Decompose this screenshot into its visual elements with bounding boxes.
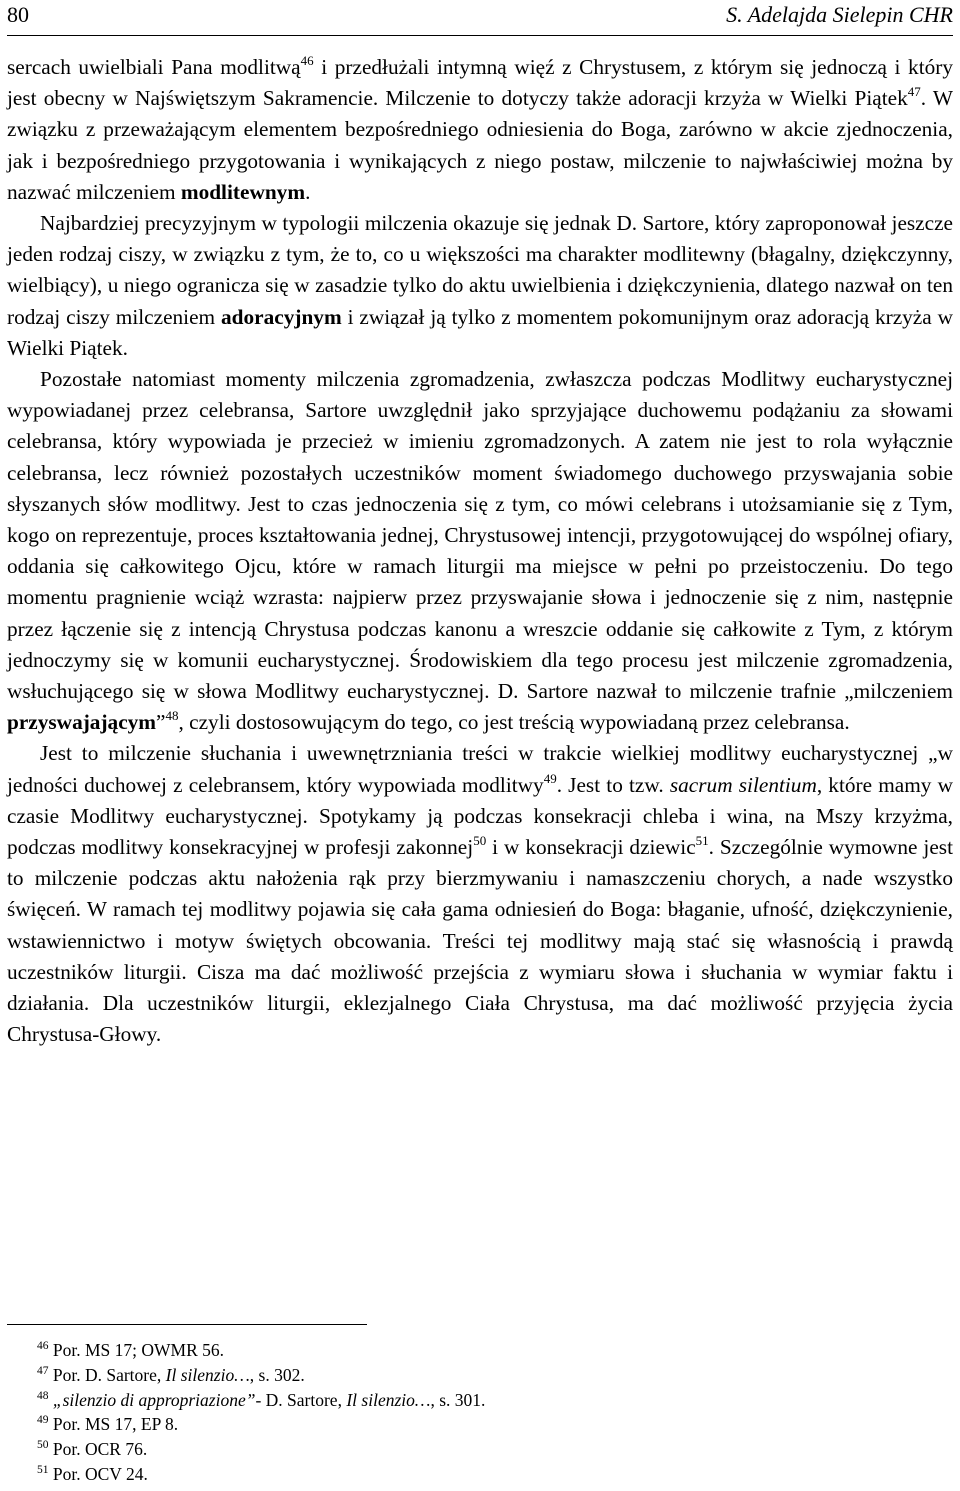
footnote-ref-49[interactable]: 49 [543,770,557,786]
text-run: sercach uwielbiali Pana modlitwą [7,55,301,79]
footnote-italic: „silenzio di appropriazione” [48,1389,256,1410]
text-run: , które mamy w czasie Modlitwy eucharystycznej. Spotykamy ją podczas konsekracji chleba i wina, na Mszy krzyżma, podczas modlitwy konsekracyjnej w profesji zakonnej [7,772,953,860]
text-run: i przedłużali intymną więź z Chrystusem, z którym się jednoczą i który jest obecny w Najświętszym Sakramencie. Milczenie to dotyczy także adoracji krzyża w Wielki Piątek [7,55,953,111]
footnote-text: , s. 301. [430,1389,486,1410]
text-run: Najbardziej precyzyjnym w typologii milczenia okazuje się jednak D. Sartore, który zaproponował jeszcze jeden rodzaj ciszy, w związku z tym, że to, co u większości ma charakter modlitewny (błagalny, dziękczynny, wielbiący), u niego ogranicza się w zasadzie tylko do aktu uwielbienia i dziękczynienia, dlatego nazwał on ten rodzaj ciszy milczeniem [7,211,953,329]
text-run: . Jest to tzw. [556,772,670,797]
italic-term: sacrum silentium [669,772,817,797]
footnote-50 [37,1437,485,1462]
footnote-text: Por. MS 17, EP 8. [48,1414,179,1435]
footnote-number: 49 [37,1414,49,1427]
text-run: . W związku z przeważającym elementem bezpośredniego odniesienia do Boga, zarówno w akcie zjednoczenia, jak i bezpośredniego przygotowania i wynikających z niego postaw, milczenie to najwłaściwiej można by nazwać milczeniem [7,86,953,204]
footnote-51 [37,1462,485,1487]
footnote-number: 47 [37,1364,49,1377]
page-number: 80 [7,2,29,27]
text-run: . [305,179,311,204]
bold-term: adoracyjnym [221,304,342,329]
header-rule [7,35,953,36]
paragraph-4 [7,738,953,1050]
text-run: Pozostałe natomiast momenty milczenia zgromadzenia, zwłaszcza podczas Modlitwy eucharystycznej wypowiadanej przez celebransa, Sartore uwzględnił jako sprzyjające duchowemu podążaniu za słowami celebransa, który wypowiada je przecież w imieniu zgromadzonych. A zatem nie jest to rola wyłącznie celebransa, lecz również pozostałych uczestników moment świadomego duchowego przyswajania sobie słyszanych słów modlitwy. Jest to czas jednoczenia się z tym, co mówi celebrans i utożsamianie się z Tym, kogo on reprezentuje, proces kształtowania jednej, Chrystusowej intencji, przygotowującej do wspólnej ofiary, oddania się całkowitego Ojcu, które w ramach liturgii ma miejsce w pełni po przeistoczeniu. Do tego momentu pragnienie wciąż wzrasta: najpierw przez przyswajanie słowa i jednoczenie się z nim, następnie przez łączenie się z intencją Chrystusa podczas kanonu a wreszcie oddanie się całkowite z Tym, z którym jednoczymy się w komunii eucharystycznej. Środowiskiem dla tego procesu jest milczenie zgromadzenia, wsłuchującego się w słowa Modlitwy eucharystycznej. D. Sartore nazwał to milczenie trafnie „milczeniem [7,367,953,704]
footnote-49 [37,1412,485,1437]
footnote-text: Por. D. Sartore, [48,1364,166,1385]
footnote-ref-46[interactable]: 46 [300,53,314,68]
footnote-number: 50 [37,1439,49,1452]
footnote-number: 46 [37,1340,49,1352]
footnotes [37,1338,485,1487]
footnote-text: - D. Sartore, [255,1389,347,1410]
text-run: Jest to milczenie słuchania i uwewnętrzniania treści w trakcie wielkiej modlitwy eucharystycznej „w jedności duchowej z celebransem, który wypowiada modlitwy [7,741,953,797]
body-text [7,52,953,1051]
text-run: i w konsekracji dziewic [486,835,696,860]
footnote-ref-50[interactable]: 50 [473,833,487,849]
text-run: . Szczególnie wymowne jest to milczenie podczas aktu nałożenia rąk przy bierzmywaniu i namaszczeniu chorych, a nade wszystko święceń. W ramach tej modlitwy pojawia się cała gama odniesień do Boga: błaganie, ufność, dziękczynienie, wstawiennictwo i motyw świętych obcowania. Treści tej modlitwy mają stać się własnością i prawdą uczestników liturgii. Cisza ma dać możliwość przejścia z wymiaru słowa i słuchania w wymiar faktu i działania. Dla uczestników liturgii, eklezjalnego Ciała Chrystusa, ma dać możliwość przyjęcia życia Chrystusa-Głowy. [7,835,954,1047]
footnote-number: 51 [37,1463,49,1476]
running-header-author: S. Adelajda Sielepin CHR [726,2,953,27]
bold-term: przyswajającym [7,710,157,735]
footnote-ref-51[interactable]: 51 [695,833,709,849]
text-run: i związał ją tylko z momentem pokomunijnym oraz adoracją krzyża w Wielki Piątek. [7,304,953,360]
footnote-text: Por. OCV 24. [48,1463,148,1484]
page [7,0,954,1484]
paragraph-1 [7,52,953,208]
footnote-48 [37,1388,485,1413]
footnote-text: Por. OCR 76. [48,1439,148,1460]
footnote-46 [37,1338,485,1363]
footnote-ref-47[interactable]: 47 [907,84,921,100]
footnote-italic: Il silenzio… [165,1364,250,1385]
footnote-text: Por. MS 17; OWMR 56. [48,1340,225,1360]
bold-term: modlitewnym [180,179,306,204]
footnote-ref-48[interactable]: 48 [165,708,179,724]
running-header [7,0,953,36]
paragraph-3 [7,364,953,738]
footnote-separator [7,1324,367,1325]
footnote-italic: Il silenzio… [346,1389,431,1410]
footnote-text: , s. 302. [249,1364,305,1385]
footnote-number: 48 [37,1389,49,1402]
paragraph-2 [7,208,953,364]
text-run: , czyli dostosowującym do tego, co jest treścią wypowiadaną przez celebransa. [178,710,850,735]
text-run: ” [156,710,166,735]
footnote-47 [37,1363,485,1388]
